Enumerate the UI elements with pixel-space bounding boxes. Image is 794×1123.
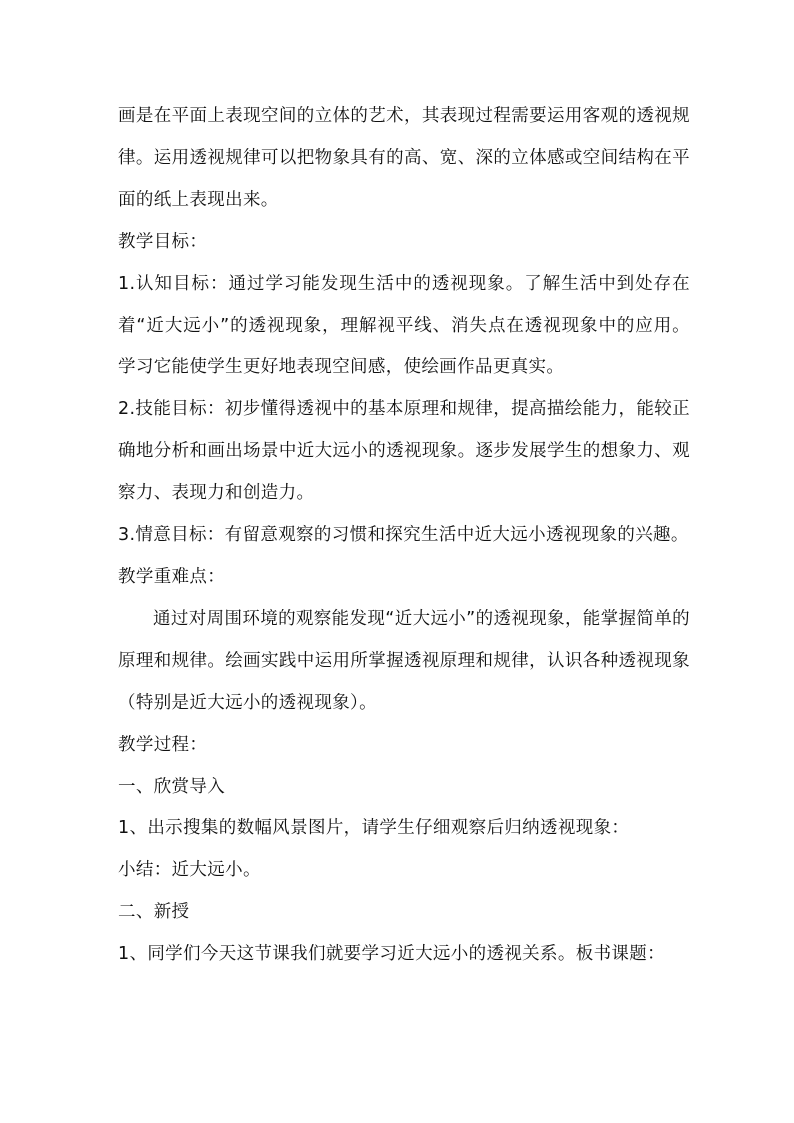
- section-heading-objectives: 教学目标：: [118, 231, 208, 252]
- step-introduce-topic: 1、同学们今天这节课我们就要学习近大远小的透视关系。板书课题：: [118, 944, 665, 965]
- step-show-pictures: 1、出示搜集的数幅风景图片，请学生仔细观察后归纳透视现象：: [118, 818, 630, 839]
- objective-skills: 2.技能目标：初步懂得透视中的基本原理和规律，提高描绘能力，能较正确地分析和画出场景中近大远小的透视现象。逐步发展学生的想象力、观察力、表现力和创造力。: [118, 399, 690, 504]
- objective-cognitive: 1.认知目标：通过学习能发现生活中的透视现象。了解生活中到处存在着“近大远小”的透视现象，理解视平线、消失点在透视现象中的应用。学习它能使学生更好地表现空间感，使绘画作品更真实。: [118, 273, 690, 378]
- section-heading-key-points: 教学重难点：: [118, 566, 226, 587]
- key-points-paragraph: 通过对周围环境的观察能发现“近大远小”的透视现象，能掌握简单的原理和规律。绘画实践中运用所掌握透视原理和规律，认识各种透视现象（特别是近大远小的透视现象）。: [118, 608, 690, 713]
- section-heading-process: 教学过程：: [118, 734, 208, 755]
- summary-line: 小结：近大远小。: [118, 860, 261, 881]
- objective-affective: 3.情意目标：有留意观察的习惯和探究生活中近大远小透视现象的兴趣。: [118, 525, 689, 546]
- subheading-appreciation: 一、欣赏导入: [118, 776, 226, 797]
- intro-paragraph: 画是在平面上表现空间的立体的艺术，其表现过程需要运用客观的透视规律。运用透视规律可以把物象具有的高、宽、深的立体感或空间结构在平面的纸上表现出来。: [118, 106, 690, 210]
- subheading-new-lesson: 二、新授: [118, 902, 190, 923]
- document-body: [118, 96, 690, 976]
